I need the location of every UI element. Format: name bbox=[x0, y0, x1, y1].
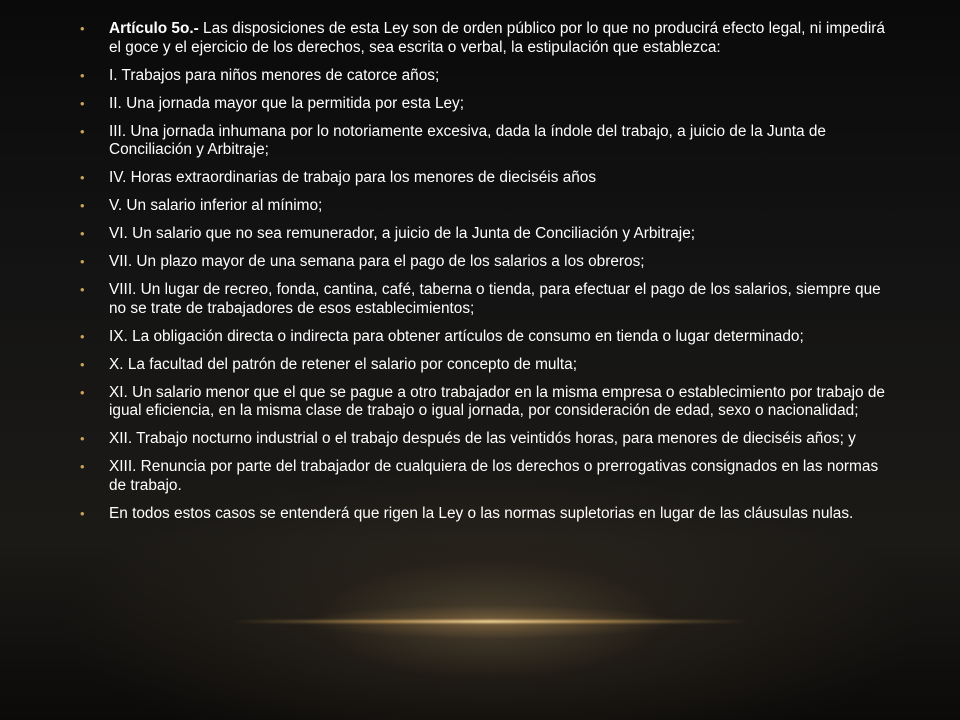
bullet-text: XI. Un salario menor que el que se pague a otro trabajador en la misma empresa o establecimiento por trabajo de igual eficiencia, en la misma clase de trabajo o igual jornada, por consideración de edad, sexo o nacionalidad; bbox=[109, 383, 885, 419]
article-heading: Artículo 5o.- bbox=[109, 20, 199, 37]
bullet-icon: • bbox=[80, 95, 85, 111]
bullet-icon: • bbox=[80, 431, 85, 446]
bullet-icon: • bbox=[80, 21, 85, 36]
bullet-item-3 bbox=[80, 123, 890, 160]
bullet-icon: • bbox=[80, 328, 85, 344]
bullet-item-2 bbox=[80, 95, 890, 114]
bullet-text: VII. Un plazo mayor de una semana para el pago de los salarios a los obreros; bbox=[109, 253, 645, 270]
bullet-item-9 bbox=[80, 328, 890, 347]
bullet-item-4 bbox=[80, 169, 890, 188]
bullet-icon: • bbox=[80, 282, 85, 297]
bullet-intro bbox=[80, 20, 890, 57]
bullet-text: IX. La obligación directa o indirecta para obtener artículos de consumo en tienda o lugar determinado; bbox=[109, 327, 804, 345]
bullet-icon: • bbox=[80, 198, 85, 213]
bullet-item-5 bbox=[80, 197, 890, 216]
bullet-text: XII. Trabajo nocturno industrial o el trabajo después de las veintidós horas, para menores de dieciséis años; y bbox=[109, 430, 856, 447]
bullet-icon: • bbox=[80, 254, 85, 269]
bullet-icon: • bbox=[80, 170, 85, 185]
bullet-item-13 bbox=[80, 458, 890, 495]
bullet-text: V. Un salario inferior al mínimo; bbox=[109, 197, 323, 214]
bullet-item-6 bbox=[80, 225, 890, 244]
article-bullet-list bbox=[80, 20, 890, 533]
bullet-item-7 bbox=[80, 253, 890, 272]
bullet-icon: • bbox=[80, 356, 85, 372]
bullet-item-1 bbox=[80, 67, 890, 86]
bullet-text: XIII. Renuncia por parte del trabajador de cualquiera de los derechos o prerrogativas consignados en las normas de trabajo. bbox=[109, 458, 879, 494]
bullet-icon: • bbox=[80, 384, 85, 400]
article-intro-text: Las disposiciones de esta Ley son de orden público por lo que no producirá efecto legal, ni impedirá el goce y el ejercicio de los derechos, sea escrita o verbal, la estipulación que establezca: bbox=[109, 20, 885, 56]
bullet-item-10 bbox=[80, 356, 890, 375]
bullet-text: II. Una jornada mayor que la permitida por esta Ley; bbox=[109, 94, 465, 112]
bullet-text: VI. Un salario que no sea remunerador, a juicio de la Junta de Conciliación y Arbitraje; bbox=[109, 225, 696, 242]
decorative-glow-line bbox=[230, 620, 750, 623]
bullet-item-12 bbox=[80, 430, 890, 449]
bullet-text: X. La facultad del patrón de retener el salario por concepto de multa; bbox=[109, 355, 577, 373]
bullet-icon: • bbox=[80, 123, 85, 139]
bullet-item-11 bbox=[80, 384, 890, 421]
bullet-text: III. Una jornada inhumana por lo notoriamente excesiva, dada la índole del trabajo, a juicio de la Junta de Conciliación y Arbitraje; bbox=[109, 122, 826, 158]
bullet-icon: • bbox=[80, 226, 85, 241]
bullet-item-8 bbox=[80, 281, 890, 318]
bullet-icon: • bbox=[80, 459, 85, 474]
bullet-text: En todos estos casos se entenderá que rigen la Ley o las normas supletorias en lugar de las cláusulas nulas. bbox=[109, 504, 854, 522]
bullet-item-14 bbox=[80, 505, 890, 524]
bullet-text: IV. Horas extraordinarias de trabajo para los menores de dieciséis años bbox=[109, 169, 597, 186]
bullet-text: VIII. Un lugar de recreo, fonda, cantina, café, taberna o tienda, para efectuar el pago de los salarios, siempre que no se trate de trabajadores de esos establecimientos; bbox=[109, 281, 881, 317]
bullet-icon: • bbox=[80, 67, 85, 83]
bullet-text: I. Trabajos para niños menores de catorce años; bbox=[109, 66, 440, 84]
bullet-icon: • bbox=[80, 505, 85, 521]
